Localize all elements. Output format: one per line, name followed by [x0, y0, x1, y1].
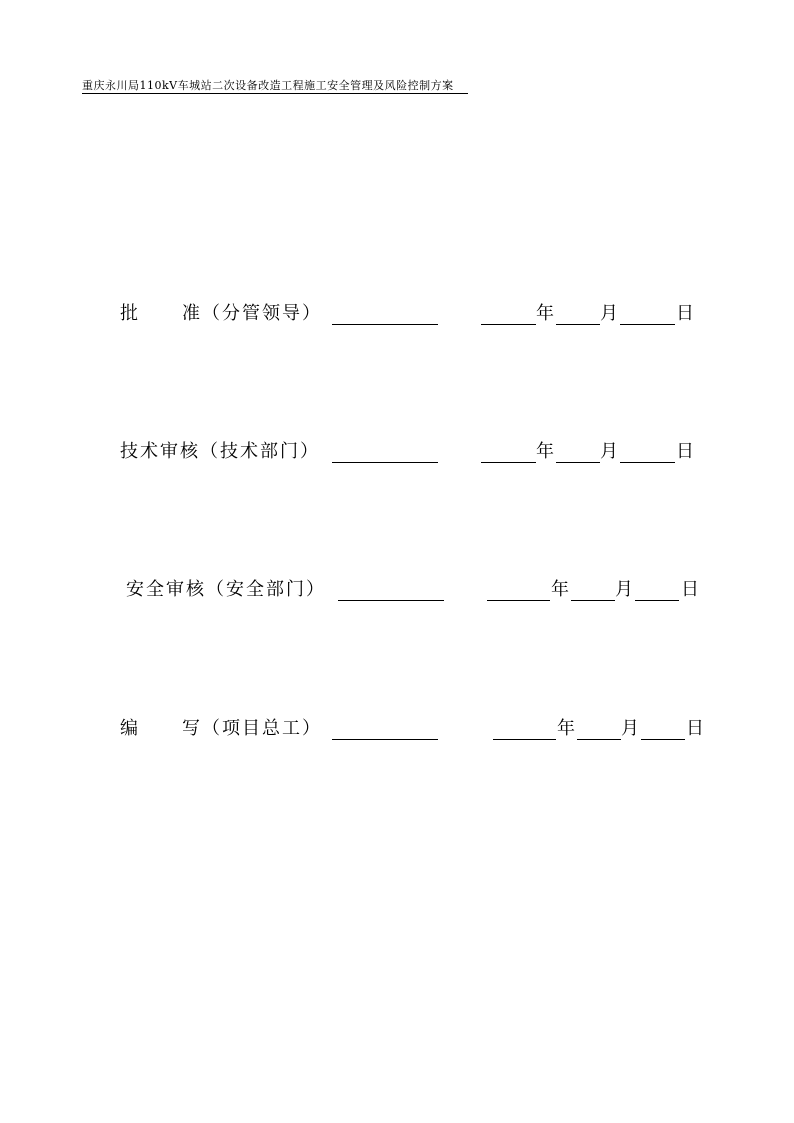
author-day-unit: 日	[686, 718, 704, 739]
author-label	[120, 716, 322, 742]
safety-dept: （安全部门）	[206, 579, 326, 600]
signature-row-approval	[0, 301, 794, 331]
safety-day-unit: 日	[681, 579, 699, 600]
author-label-first: 编	[120, 718, 140, 739]
author-year-line[interactable]	[493, 739, 556, 740]
author-dept: （项目总工）	[202, 718, 322, 739]
author-day-line[interactable]	[641, 739, 685, 740]
technical-month-line[interactable]	[556, 462, 600, 463]
approval-year-unit: 年	[536, 303, 554, 324]
safety-month-unit: 月	[615, 579, 633, 600]
approval-year-line[interactable]	[481, 324, 536, 325]
author-signature-line[interactable]	[332, 739, 438, 740]
technical-year-line[interactable]	[481, 462, 536, 463]
signature-row-author	[0, 716, 794, 746]
safety-label-text: 安全审核	[126, 579, 206, 600]
safety-signature-line[interactable]	[338, 600, 444, 601]
safety-day-line[interactable]	[635, 600, 679, 601]
author-month-unit: 月	[621, 718, 639, 739]
safety-month-line[interactable]	[571, 600, 615, 601]
signature-row-safety	[0, 577, 794, 607]
technical-label	[120, 439, 320, 465]
approval-day-line[interactable]	[620, 324, 675, 325]
document-header: 重庆永川局110kV车城站二次设备改造工程施工安全管理及风险控制方案	[82, 80, 468, 94]
technical-month-unit: 月	[600, 441, 618, 462]
author-label-second: 写	[182, 718, 202, 739]
approval-dept: （分管领导）	[202, 303, 322, 324]
technical-label-text: 技术审核	[120, 441, 200, 462]
technical-dept: （技术部门）	[200, 441, 320, 462]
approval-label-second: 准	[182, 303, 202, 324]
signature-row-technical	[0, 439, 794, 469]
safety-year-unit: 年	[551, 579, 569, 600]
author-year-unit: 年	[557, 718, 575, 739]
technical-signature-line[interactable]	[332, 462, 438, 463]
approval-label	[120, 301, 322, 327]
safety-year-line[interactable]	[487, 600, 550, 601]
technical-year-unit: 年	[536, 441, 554, 462]
approval-label-first: 批	[120, 303, 140, 324]
approval-day-unit: 日	[676, 303, 694, 324]
safety-label	[126, 577, 326, 603]
author-month-line[interactable]	[577, 739, 621, 740]
approval-signature-line[interactable]	[332, 324, 438, 325]
approval-month-unit: 月	[600, 303, 618, 324]
technical-day-unit: 日	[676, 441, 694, 462]
technical-day-line[interactable]	[620, 462, 675, 463]
approval-month-line[interactable]	[556, 324, 600, 325]
